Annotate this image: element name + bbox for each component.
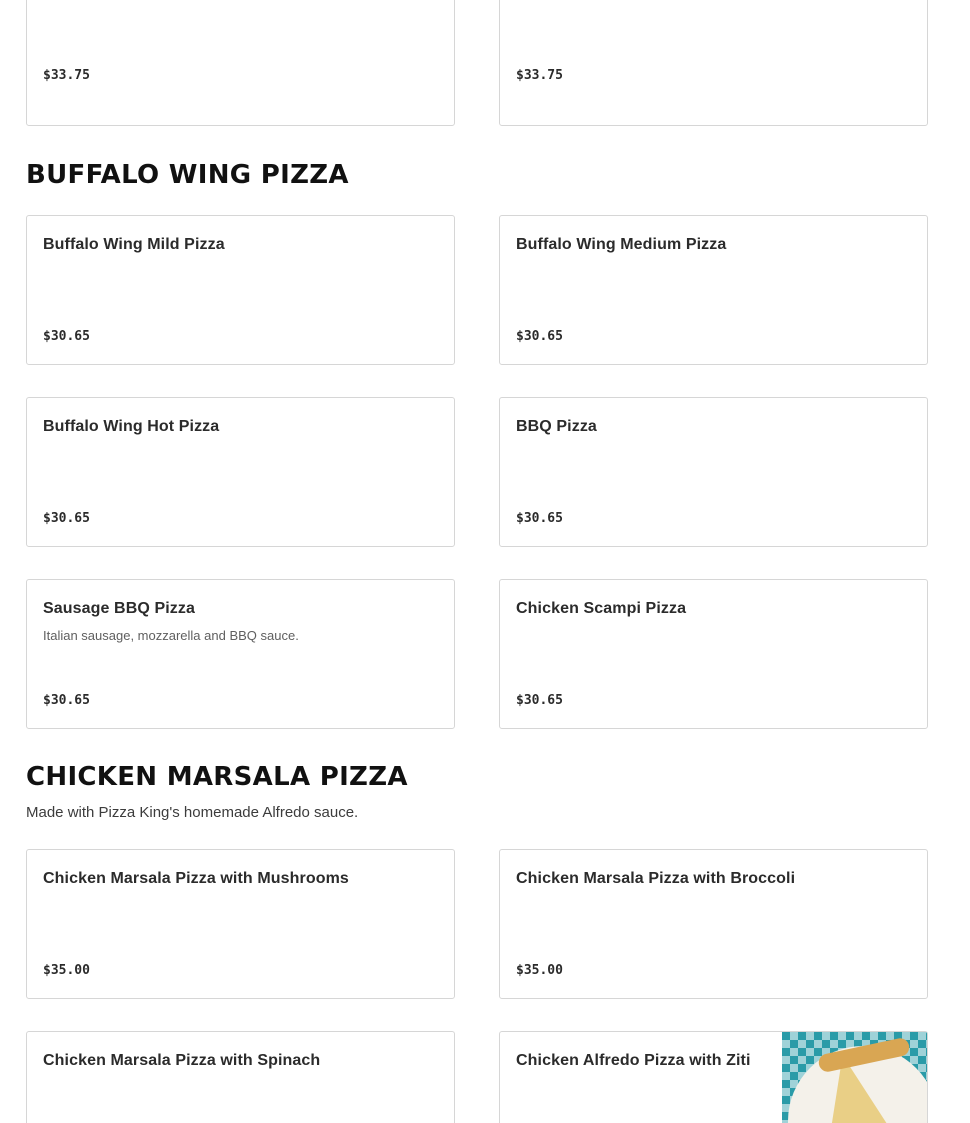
item-name: BBQ Pizza (516, 418, 597, 435)
menu-item-card[interactable] (26, 215, 455, 365)
item-name: Buffalo Wing Medium Pizza (516, 236, 727, 253)
menu-item-card[interactable] (499, 0, 928, 126)
item-name: Buffalo Wing Mild Pizza (43, 236, 225, 253)
menu-item-card[interactable] (26, 849, 455, 999)
item-name: Chicken Marsala Pizza with Broccoli (516, 870, 796, 887)
menu-item-card[interactable] (499, 1031, 928, 1123)
menu-item-card[interactable] (499, 397, 928, 547)
item-price: $30.65 (43, 329, 90, 344)
menu-item-card[interactable] (499, 849, 928, 999)
item-price: $35.00 (43, 963, 90, 978)
item-price: $30.65 (516, 693, 563, 708)
item-name: Buffalo Wing Hot Pizza (43, 418, 220, 435)
menu-item-card[interactable] (26, 579, 455, 729)
menu-item-card[interactable] (499, 579, 928, 729)
item-name: Chicken Marsala Pizza with Spinach (43, 1052, 321, 1069)
item-price: $33.75 (43, 68, 90, 83)
section-description: Made with Pizza King's homemade Alfredo sauce. (26, 804, 359, 821)
item-name: Chicken Scampi Pizza (516, 600, 687, 617)
menu-item-card[interactable] (26, 0, 455, 126)
section-title: CHICKEN MARSALA PIZZA (26, 762, 408, 792)
menu-item-card[interactable] (26, 1031, 455, 1123)
item-name: Chicken Alfredo Pizza with Ziti (516, 1052, 751, 1069)
pizza-slice-photo (782, 1032, 927, 1123)
item-price: $30.65 (516, 329, 563, 344)
item-price: $35.00 (516, 963, 563, 978)
item-description: Italian sausage, mozzarella and BBQ sauce. (43, 628, 299, 643)
item-price: $30.65 (516, 511, 563, 526)
menu-item-card[interactable] (26, 397, 455, 547)
item-price: $30.65 (43, 693, 90, 708)
item-price: $30.65 (43, 511, 90, 526)
item-name: Chicken Marsala Pizza with Mushrooms (43, 870, 349, 887)
section-title: BUFFALO WING PIZZA (26, 160, 349, 190)
item-price: $33.75 (516, 68, 563, 83)
menu-item-card[interactable] (499, 215, 928, 365)
item-name: Sausage BBQ Pizza (43, 600, 195, 617)
